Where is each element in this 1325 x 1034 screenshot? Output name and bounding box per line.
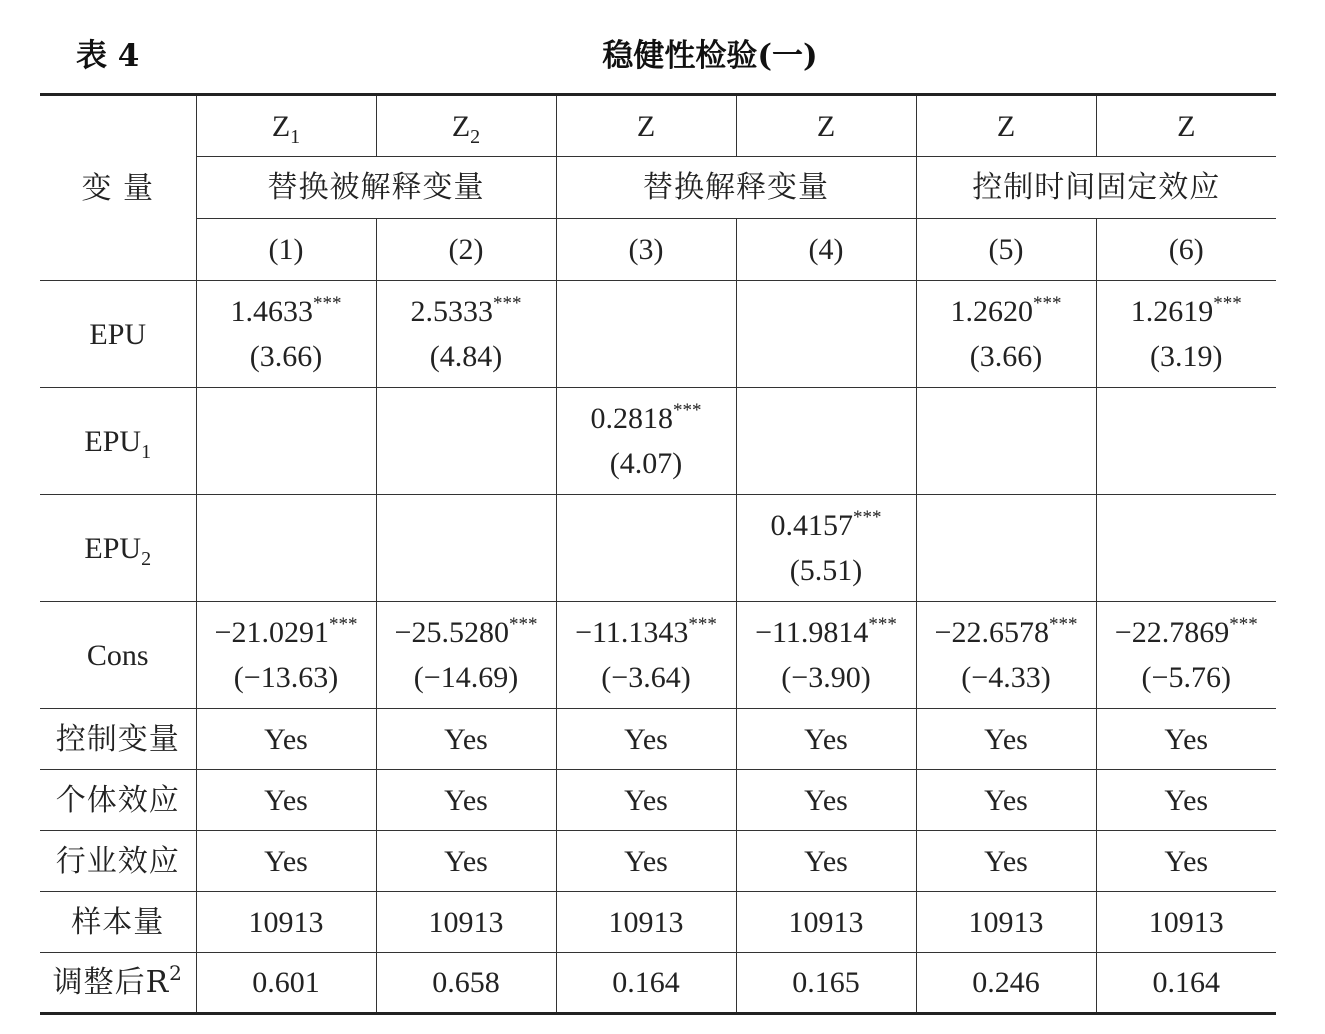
column-number-row <box>40 219 1276 281</box>
table-cell: 0.164 <box>1096 953 1276 1014</box>
table-cell: Yes <box>1096 831 1276 892</box>
dependent-cell: Z <box>916 95 1096 157</box>
table-cell: Yes <box>1096 770 1276 831</box>
table-cell: Yes <box>736 709 916 770</box>
row-label: Cons <box>40 602 196 709</box>
table-cell: Yes <box>196 770 376 831</box>
estimate-cell: 2.5333*** (4.84) <box>376 281 556 388</box>
estimate-cell: −11.1343*** (−3.64) <box>556 602 736 709</box>
column-number: (1) <box>196 219 376 281</box>
estimate-cell: 1.4633*** (3.66) <box>196 281 376 388</box>
estimate-cell: 0.2818*** (4.07) <box>556 388 736 495</box>
table-title: 稳健性检验(一) <box>602 38 818 74</box>
table-cell: Yes <box>556 709 736 770</box>
table-cell: Yes <box>916 709 1096 770</box>
table-cell: 0.601 <box>196 953 376 1014</box>
table-cell: Yes <box>376 770 556 831</box>
table-caption <box>0 22 1325 86</box>
row-label: EPU <box>40 281 196 388</box>
group-header: 替换解释变量 <box>556 157 916 219</box>
table-number: 表 4 <box>76 38 140 74</box>
column-number: (2) <box>376 219 556 281</box>
table-cell: 10913 <box>556 892 736 953</box>
column-number: (6) <box>1096 219 1276 281</box>
estimate-cell <box>916 388 1096 495</box>
column-number: (3) <box>556 219 736 281</box>
table-cell: 0.246 <box>916 953 1096 1014</box>
table-cell: Yes <box>196 831 376 892</box>
table-row <box>40 953 1276 1014</box>
table-cell: Yes <box>916 831 1096 892</box>
estimate-cell: 1.2619*** (3.19) <box>1096 281 1276 388</box>
dependent-cell: Z <box>556 95 736 157</box>
dependent-cell: $Z_1$ <box>196 95 376 157</box>
table-cell: Yes <box>376 831 556 892</box>
table-row <box>40 770 1276 831</box>
table-row <box>40 831 1276 892</box>
table-cell: 10913 <box>916 892 1096 953</box>
table-cell: 0.165 <box>736 953 916 1014</box>
estimate-cell: −21.0291*** (−13.63) <box>196 602 376 709</box>
table-cell: Yes <box>736 770 916 831</box>
group-row <box>40 157 1276 219</box>
table-cell: 10913 <box>196 892 376 953</box>
regression-table <box>40 93 1276 1015</box>
table-row <box>40 281 1276 388</box>
column-number: (4) <box>736 219 916 281</box>
estimate-cell <box>376 495 556 602</box>
estimate-cell: −25.5280*** (−14.69) <box>376 602 556 709</box>
estimate-cell <box>556 495 736 602</box>
estimate-cell <box>196 388 376 495</box>
estimate-cell <box>1096 388 1276 495</box>
table-cell: 0.164 <box>556 953 736 1014</box>
table-cell: 10913 <box>736 892 916 953</box>
table-row <box>40 388 1276 495</box>
table-row <box>40 602 1276 709</box>
group-header: 控制时间固定效应 <box>916 157 1276 219</box>
table-row <box>40 709 1276 770</box>
estimate-cell <box>556 281 736 388</box>
table-row <box>40 892 1276 953</box>
table-cell: 0.658 <box>376 953 556 1014</box>
estimate-cell: 1.2620*** (3.66) <box>916 281 1096 388</box>
estimate-cell <box>196 495 376 602</box>
table-cell: Yes <box>736 831 916 892</box>
table-row <box>40 495 1276 602</box>
estimate-cell <box>916 495 1096 602</box>
estimate-cell <box>1096 495 1276 602</box>
table-cell: 10913 <box>376 892 556 953</box>
table-cell: Yes <box>1096 709 1276 770</box>
row-label: 控制变量 <box>40 709 196 770</box>
row-label: 样本量 <box>40 892 196 953</box>
dependent-cell: $Z_2$ <box>376 95 556 157</box>
row-label: 调整后$R^2$ <box>40 953 196 1014</box>
estimate-cell: 0.4157*** (5.51) <box>736 495 916 602</box>
row-label: 行业效应 <box>40 831 196 892</box>
table-cell: 10913 <box>1096 892 1276 953</box>
estimate-cell: −22.6578*** (−4.33) <box>916 602 1096 709</box>
table-cell: Yes <box>556 831 736 892</box>
column-number: (5) <box>916 219 1096 281</box>
dependent-cell: Z <box>1096 95 1276 157</box>
estimate-cell <box>736 388 916 495</box>
row-label: $EPU_2$ <box>40 495 196 602</box>
table-cell: Yes <box>916 770 1096 831</box>
table-cell: Yes <box>376 709 556 770</box>
estimate-cell <box>376 388 556 495</box>
dependent-cell: Z <box>736 95 916 157</box>
estimate-cell: −22.7869*** (−5.76) <box>1096 602 1276 709</box>
variable-header: 变 量 <box>40 95 196 281</box>
estimate-cell <box>736 281 916 388</box>
table-cell: Yes <box>196 709 376 770</box>
table-cell: Yes <box>556 770 736 831</box>
row-label: $EPU_1$ <box>40 388 196 495</box>
group-header: 替换被解释变量 <box>196 157 556 219</box>
dependent-variable-row <box>40 95 1276 157</box>
estimate-cell: −11.9814*** (−3.90) <box>736 602 916 709</box>
row-label: 个体效应 <box>40 770 196 831</box>
